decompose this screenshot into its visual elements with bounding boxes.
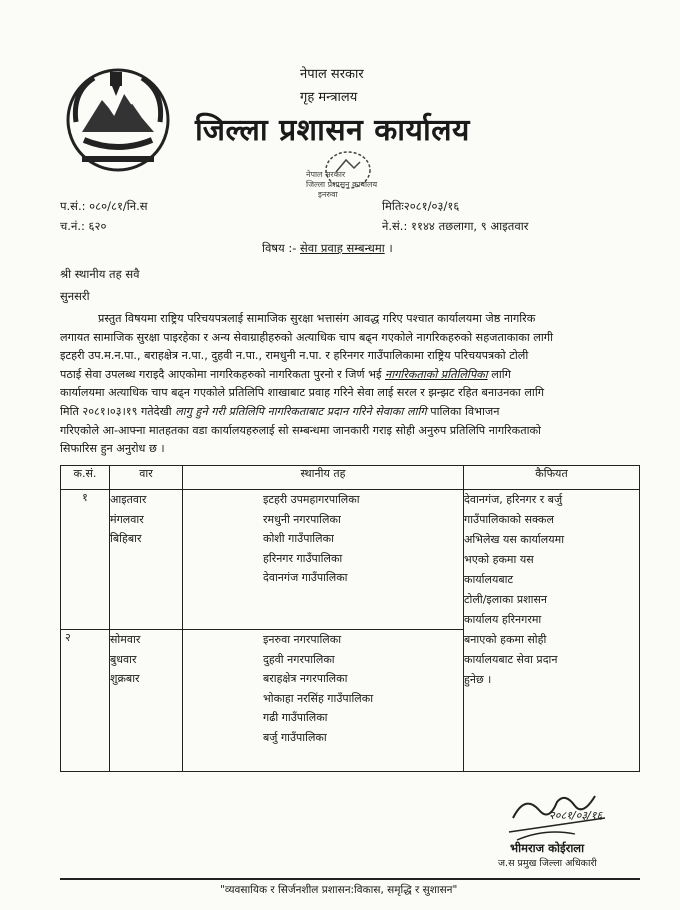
row-2-days <box>110 630 183 772</box>
remarks-line: कार्यालयबाट <box>464 573 514 586</box>
remarks-line: भएको हकमा यस <box>464 553 534 566</box>
day-item: बिहिबार <box>110 532 142 545</box>
day-item: आइतवार <box>110 493 147 506</box>
remarks-line: हुनेछ । <box>464 673 492 686</box>
office-heading: जिल्ला प्रशासन कार्यालय <box>195 113 470 148</box>
remarks-line: कार्यालय हरिनगरमा <box>464 613 542 626</box>
local-level-item: बराहक्षेत्र नगरपालिका <box>263 672 348 685</box>
body-line-4-end: लागि <box>487 367 511 381</box>
footer-divider <box>60 878 640 880</box>
reference-number: प.सं.: ०८०/८१/नि.स <box>60 199 148 213</box>
day-item: सोमवार <box>110 633 141 646</box>
remarks-line: कार्यालयबाट सेवा प्रदान <box>464 653 558 666</box>
stamp-line-3: इनरुवा <box>318 190 338 199</box>
local-level-item: भोकाहा नरसिंह गाउँपालिका <box>263 691 374 705</box>
body-paragraph <box>60 310 638 459</box>
body-line-6-emphasis: लागु हुने गरी प्रतिलिपि नागरिकताबाट प्रदान गरिने सेवाका लागि <box>175 404 427 418</box>
signatory-name: भीमराज कोईराला <box>510 841 585 855</box>
local-level-item: गढी गाउँपालिका <box>263 711 328 724</box>
ministry-heading: गृह मन्त्रालय <box>300 90 358 105</box>
body-line-4-start: पठाई सेवा उपलब्ध गराइदै आएकोमा नागरिकहरुको नागरिकता पुरनो र जिर्ण भई <box>60 367 386 381</box>
subject-label: विषय :- <box>262 241 297 255</box>
body-line-7: गरिएकोले आ-आफ्ना मातहतका वडा कार्यालयहरुलाई सो सम्बन्धमा जानकारी गराइ सोही अनुरुप प्रतिलिपि नागरिकताको <box>60 423 541 437</box>
local-level-item: देवानगंज गाउँपालिका <box>263 571 348 584</box>
remarks-line: अभिलेख यस कार्यालयमा <box>464 533 565 546</box>
subject-text: सेवा प्रवाह सम्बन्धमा <box>300 241 385 255</box>
signature-date: २०८१/०३/१६ <box>549 809 603 822</box>
row-1-serial: १ <box>61 490 110 630</box>
row-1-days <box>110 490 183 630</box>
local-level-item: इटहरी उपमहागरपालिका <box>263 493 360 506</box>
body-line-6-start: मिति २०८१।०३।१९ गतेदेखी <box>60 404 176 418</box>
row-1-local-levels <box>183 490 464 630</box>
body-line-4-emphasis: नागरिकताको प्रतिलिपिका <box>385 367 488 381</box>
header-serial: क.सं. <box>61 466 110 490</box>
letter-date: मितिः२०८१/०३/१६ <box>382 199 460 213</box>
stamp-line-1: नेपाल सरकार <box>306 170 346 179</box>
body-line-3: इटहरी उप.म.न.पा., बराहक्षेत्र न.पा., दुहवी न.पा., रामधुनी न.पा. र हरिनगर गाउँपालिकामा राष्ट्रिय परिचयपत्रको टोली <box>60 349 529 363</box>
body-line-4 <box>60 366 638 385</box>
remarks-line: बनाएको हकमा सोही <box>464 633 547 646</box>
body-line-8: सिफारिस हुन अनुरोध छ । <box>60 442 165 456</box>
nepal-emblem-logo <box>62 62 174 174</box>
government-heading: नेपाल सरकार <box>300 67 364 82</box>
body-line-6 <box>60 403 638 422</box>
subject-end: । <box>388 241 393 255</box>
office-stamp <box>300 148 380 214</box>
subject-line <box>262 242 393 256</box>
local-level-item: दुहवी नगरपालिका <box>263 652 335 666</box>
day-item: बुधवार <box>110 652 137 666</box>
local-level-item: बर्जु गाउँपालिका <box>263 730 327 744</box>
footer-slogan: "व्यवसायिक र सिर्जनशील प्रशासन:विकास, समृद्धि र सुशासन" <box>220 884 458 896</box>
local-level-item: इनरुवा नगरपालिका <box>263 633 342 646</box>
signatory-title-prefix: ज.स <box>498 858 515 869</box>
remarks-line: गाउँपालिकाको सक्कल <box>464 513 554 526</box>
body-line-6-end: पालिका विभाजन <box>426 404 500 418</box>
header-remarks: कैफियत <box>464 466 640 490</box>
stamp-line-2: जिल्ला प्रशासन कार्यालय <box>306 180 378 189</box>
addressee-line-1: श्री स्थानीय तह सवै <box>60 267 140 281</box>
body-line-5: कार्यालयमा अत्याधिक चाप बढ्न गएकोले प्रतिलिपि शाखाबाट प्रवाह गरिने सेवा लाई सरल र झन्झट रहित बनाउनका लागि <box>60 386 545 400</box>
handwritten-signature <box>505 788 615 846</box>
header-day: वार <box>110 466 183 490</box>
body-line-2: लगायत सामाजिक सुरक्षा पाइरहेका र अन्य सेवाग्राहीहरुको अत्याधिक चाप बढ्न गएकोले नागरिकहरुको सहजताकाका लागी <box>60 330 553 344</box>
signatory-title-text: प्रमुख जिल्ला अधिकारी <box>517 858 597 869</box>
row-2-local-levels <box>183 630 464 772</box>
remarks-line: देवानगंज, हरिनगर र बर्जु <box>464 493 563 506</box>
local-level-item: हरिनगर गाउँपालिका <box>263 551 343 565</box>
remarks-line: टोली/इलाका प्रशासन <box>464 593 548 606</box>
day-item: मंगलवार <box>110 512 144 526</box>
local-level-item: रमधुनी नगरपालिका <box>263 512 341 526</box>
signatory-title <box>498 858 597 869</box>
day-item: शुक्रबार <box>110 672 140 685</box>
service-schedule-table <box>60 465 640 772</box>
header-local-level: स्थानीय तह <box>183 466 464 490</box>
dispatch-number: च.नं.: ६२० <box>60 219 107 233</box>
remarks-cell <box>464 490 640 772</box>
table-header-row <box>61 466 640 490</box>
table-row <box>61 490 640 630</box>
body-line-1: प्रस्तुत विषयमा राष्ट्रिय परिचयपत्रलाई सामाजिक सुरक्षा भत्तासंग आवद्ध गरिए पश्चात कार्यालयमा जेष्ठ नागरिक <box>98 312 536 325</box>
local-level-item: कोशी गाउँपालिका <box>263 532 334 545</box>
addressee-line-2: सुनसरी <box>60 289 90 303</box>
row-2-serial: २ <box>61 630 110 772</box>
nepal-sambat-date: ने.सं.: ११४४ तछलागा, ९ आइतवार <box>382 219 529 233</box>
